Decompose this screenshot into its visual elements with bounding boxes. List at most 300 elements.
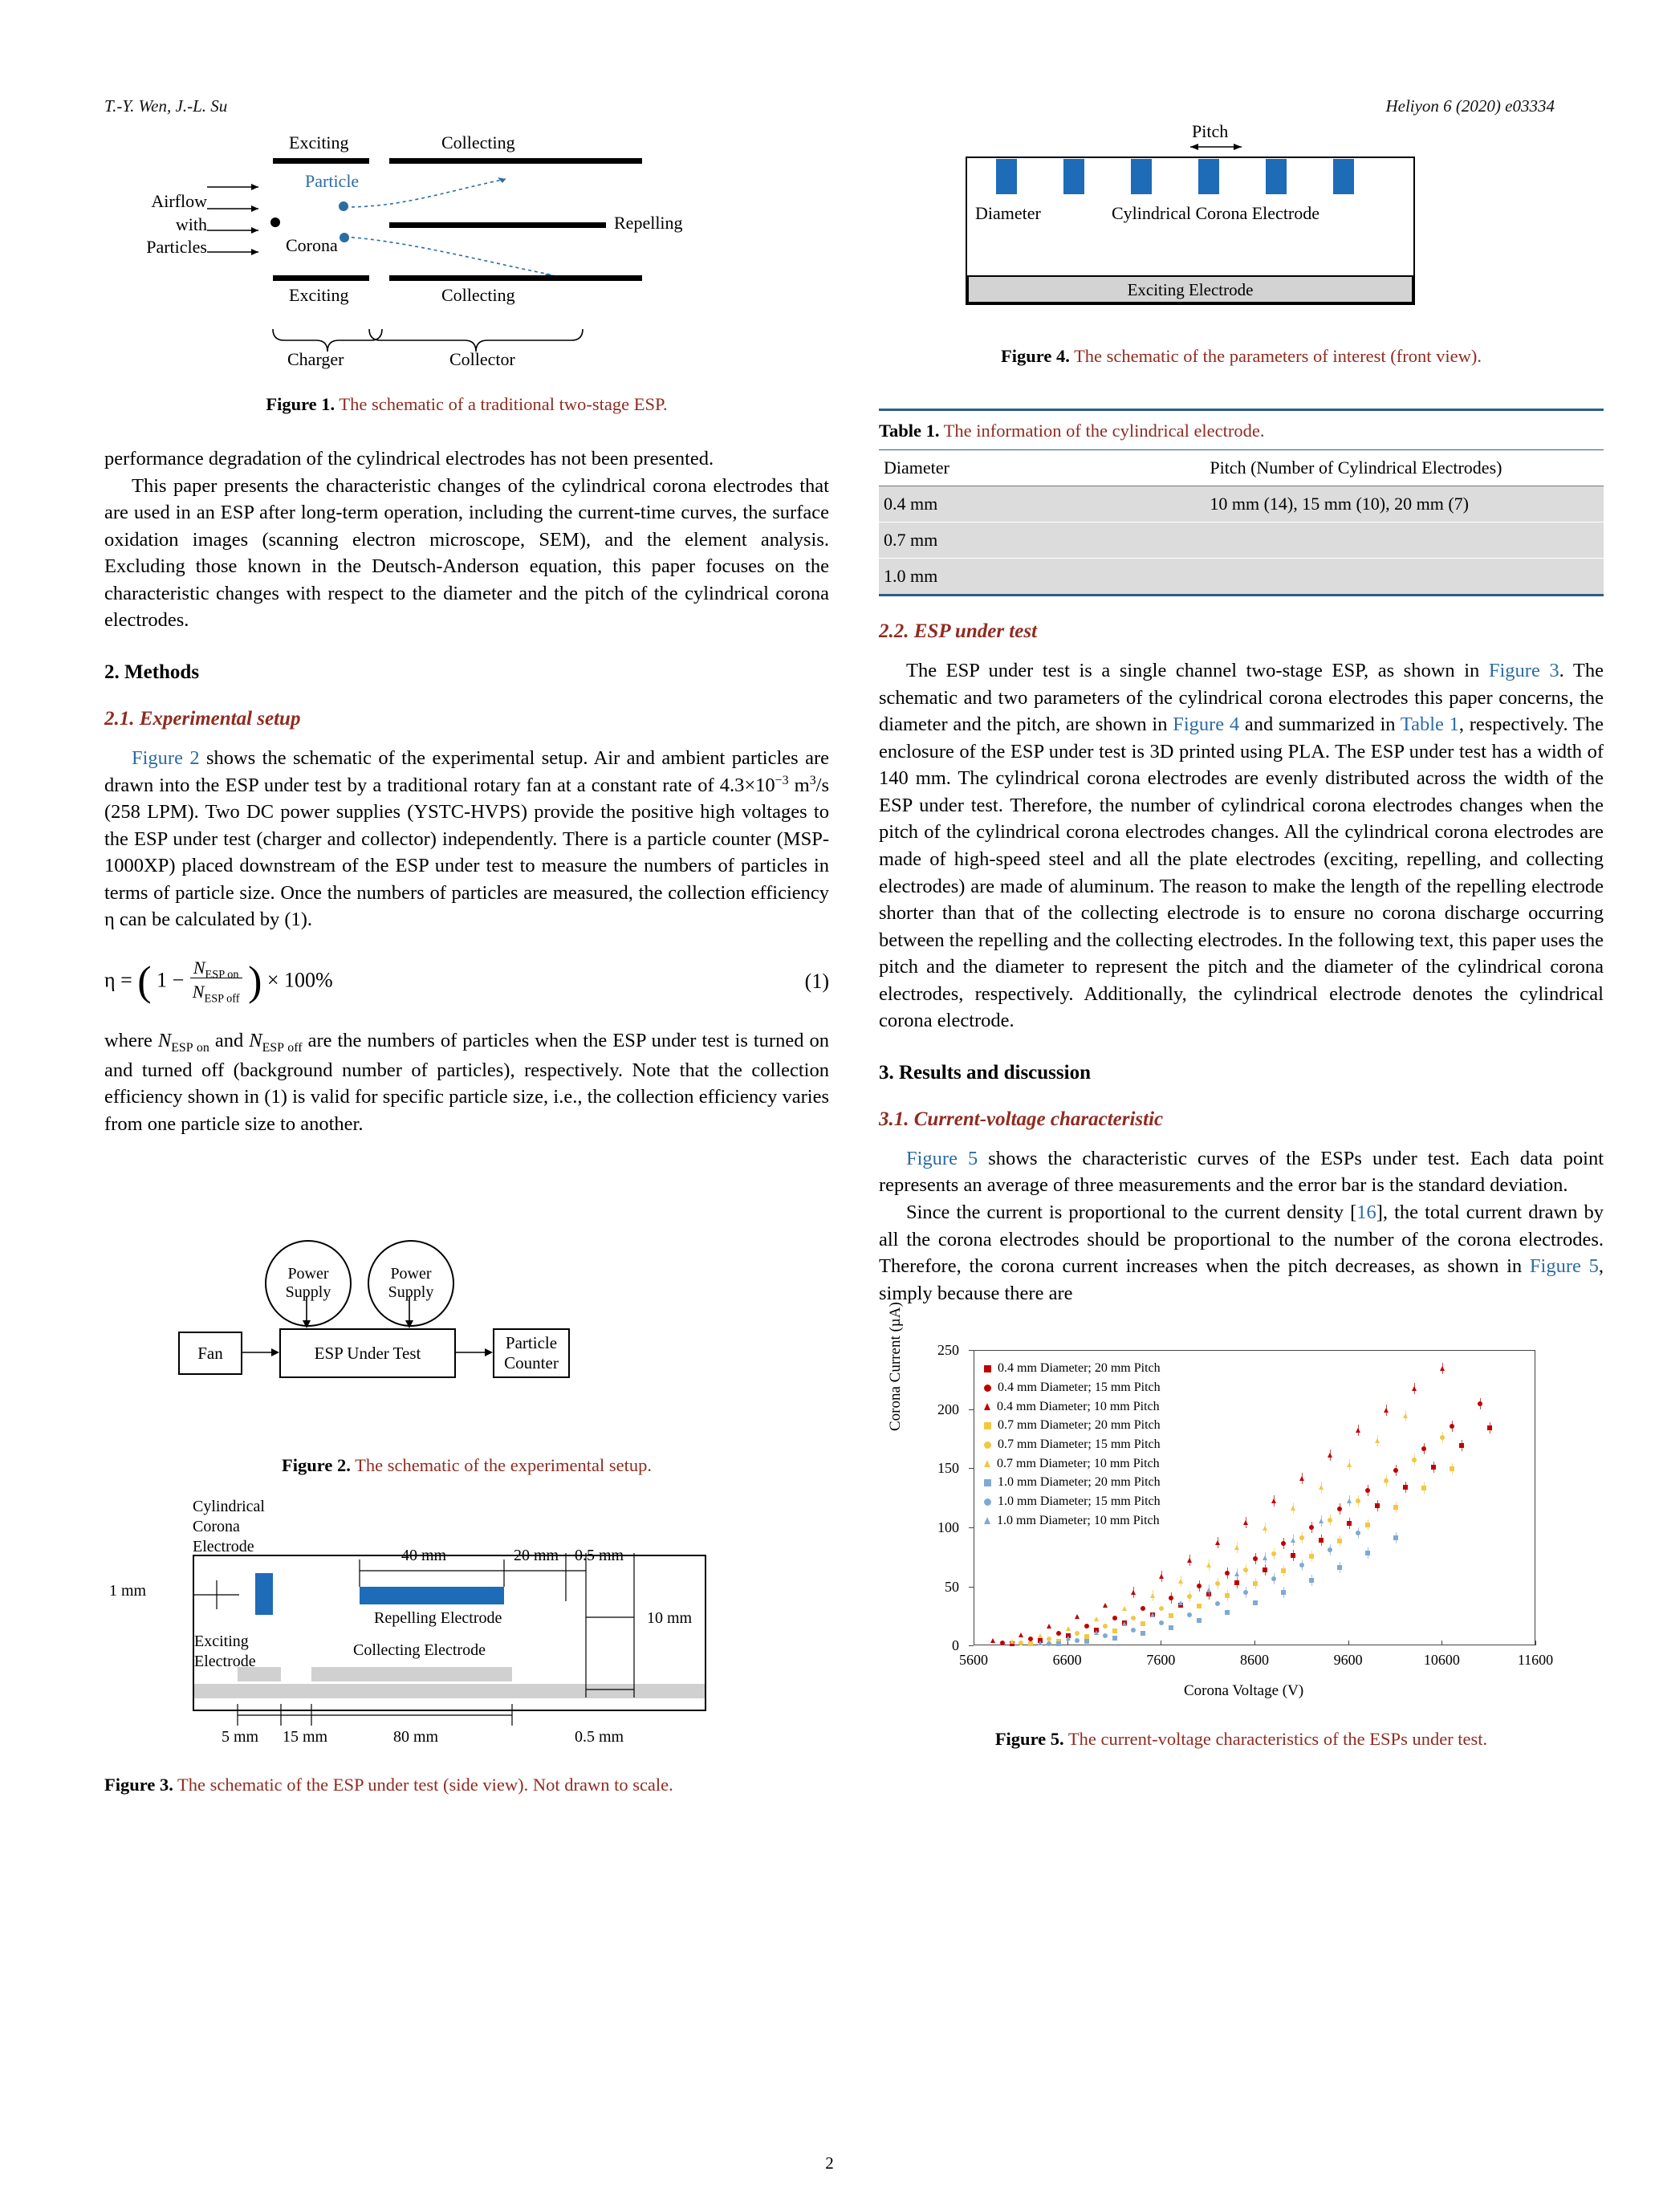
table-1-caption-label: Table 1. xyxy=(879,421,940,441)
chart-error-bar xyxy=(1255,1578,1256,1589)
figure3-label-corona-electrode: Cylindrical Corona Electrode xyxy=(193,1498,265,1556)
chart-point xyxy=(1112,1616,1117,1620)
chart-x-tick-mark xyxy=(1254,1641,1255,1645)
chart-legend-item xyxy=(984,1359,1161,1378)
chart-legend-item xyxy=(984,1454,1161,1474)
chart-point xyxy=(1019,1641,1023,1645)
figure1-label-collecting-bottom: Collecting xyxy=(441,285,515,305)
equation-fraction xyxy=(189,958,243,1006)
chart-point xyxy=(1215,1601,1220,1606)
chart-point xyxy=(1169,1613,1173,1618)
equation-den-n: N xyxy=(192,982,205,1002)
chart-point xyxy=(1066,1636,1071,1641)
chart-error-bar xyxy=(1377,1500,1378,1511)
right-p1-b: . The schematic and two parameters of the cylindrical corona electrodes this paper concerns, the diameter and the pitch, are shown in xyxy=(879,660,1604,736)
right-p1-a: The ESP under test is a single channel two-stage ESP, as shown in xyxy=(906,660,1489,681)
table-1-header-pitch: Pitch (Number of Cylindrical Electrodes) xyxy=(1205,450,1604,486)
chart-error-bar xyxy=(1321,1535,1322,1546)
figure4-exciting-electrode: Exciting Electrode xyxy=(967,275,1413,303)
figure1-bar-exciting-top xyxy=(273,158,369,164)
equation-one-minus: 1 − xyxy=(157,968,185,992)
figure4-label-pitch: Pitch xyxy=(1192,121,1229,141)
chart-error-bar xyxy=(1283,1565,1284,1576)
figure4-tooth-1 xyxy=(996,159,1017,194)
chart-error-bar xyxy=(1274,1573,1275,1584)
chart-point xyxy=(1197,1604,1202,1608)
equation-1 xyxy=(104,958,829,1006)
chart-error-bar xyxy=(1377,1435,1378,1446)
chart-point xyxy=(1131,1616,1136,1620)
chart-x-axis-label: Corona Voltage (V) xyxy=(1184,1682,1304,1700)
chart-y-tick: 50 xyxy=(945,1578,959,1595)
chart-error-bar xyxy=(1349,1495,1350,1507)
left-paragraph-3-sup1: −3 xyxy=(775,773,789,787)
figure4-tooth-2 xyxy=(1063,159,1084,194)
chart-error-bar xyxy=(1386,1475,1387,1486)
chart-error-bar xyxy=(1349,1518,1350,1529)
two-column-body xyxy=(104,121,1604,1795)
chart-error-bar xyxy=(1330,1544,1331,1555)
chart-legend-label: 0.7 mm Diameter; 15 mm Pitch xyxy=(998,1437,1161,1451)
right-paragraph-2 xyxy=(879,1145,1604,1199)
chart-y-axis-label: Corona Current (µA) xyxy=(887,1302,904,1432)
chart-error-bar xyxy=(1199,1580,1200,1592)
chart-legend-item xyxy=(984,1397,1161,1417)
chart-error-bar xyxy=(1209,1584,1210,1596)
chart-error-bar xyxy=(1171,1592,1172,1604)
left-p4-n2sub: ESP off xyxy=(262,1040,303,1055)
chart-error-bar xyxy=(1396,1532,1397,1543)
chart-error-bar xyxy=(1274,1495,1275,1507)
page-number: 2 xyxy=(825,2153,834,2173)
chart-error-bar xyxy=(1265,1552,1266,1563)
running-head xyxy=(104,96,1555,116)
figure2-power-supply-2: Power Supply xyxy=(368,1240,454,1327)
table-1-body xyxy=(879,486,1604,595)
figure4-tooth-4 xyxy=(1198,159,1219,194)
table-1-cell-pitch-3 xyxy=(1205,559,1604,595)
chart-error-bar xyxy=(1311,1551,1312,1562)
figure3-dim-5mm: 5 mm xyxy=(222,1728,259,1746)
right-p3-c: , simply because there are xyxy=(879,1255,1604,1304)
chart-legend-marker xyxy=(984,1517,990,1524)
chart-point xyxy=(1141,1606,1145,1611)
table-1 xyxy=(879,409,1604,596)
chart-y-tick: 200 xyxy=(937,1401,959,1417)
chart-point xyxy=(1112,1636,1117,1641)
chart-y-tick: 150 xyxy=(937,1460,959,1477)
figure-4 xyxy=(879,121,1604,333)
figure-1-caption-label: Figure 1. xyxy=(266,394,335,414)
ref-table-1[interactable]: Table 1 xyxy=(1400,714,1459,736)
chart-error-bar xyxy=(1414,1383,1415,1394)
chart-point xyxy=(1103,1603,1108,1608)
chart-y-tick-mark xyxy=(969,1527,974,1528)
figure4-tooth-6 xyxy=(1333,159,1354,194)
figure-2-caption-text: The schematic of the experimental setup. xyxy=(355,1455,652,1476)
chart-error-bar xyxy=(1293,1535,1294,1546)
chart-legend-marker xyxy=(984,1479,991,1486)
chart-point xyxy=(1103,1624,1108,1629)
chart-point xyxy=(1253,1600,1258,1605)
chart-error-bar xyxy=(1293,1550,1294,1561)
left-paragraph-3 xyxy=(104,745,829,933)
chart-error-bar xyxy=(1302,1559,1303,1571)
figure1-label-collecting-top: Collecting xyxy=(441,132,515,152)
chart-legend-label: 1.0 mm Diameter; 10 mm Pitch xyxy=(997,1513,1160,1527)
figure-5-chart xyxy=(879,1302,1604,1716)
chart-error-bar xyxy=(1480,1398,1481,1409)
heading-results: 3. Results and discussion xyxy=(879,1061,1091,1084)
table-row xyxy=(879,523,1604,559)
chart-error-bar xyxy=(1396,1502,1397,1513)
chart-error-bar xyxy=(1255,1553,1256,1564)
right-paragraph-1 xyxy=(879,657,1604,1035)
right-p1-d: , respectively. The enclosure of the ESP under test is 3D printed using PLA. The ESP under test has a width of 140 mm. The cylindrical corona electrodes are evenly distributed across the width of the ESP under test. Therefore, the number of cylindrical corona electrodes changes when the pitch of the cylindrical corona electrodes changes. All the cylindrical corona electrodes are made of high-speed steel and all the plate electrodes (exciting, repelling, and collecting electrodes) are made of aluminum. The reason to make the length of the repelling electrode shorter than that of the collecting electrode is to ensure no corona discharge occurring between the repelling and the collecting electrodes. In the following text, this paper uses the pitch and the diameter to represent the pitch and the diameter of the cylindrical corona electrodes, respectively. Additionally, the cylindrical electrode denotes the cylindrical corona electrode. xyxy=(879,714,1604,1032)
equation-numerator xyxy=(190,958,242,982)
figure-2-caption xyxy=(104,1455,829,1476)
chart-error-bar xyxy=(1358,1495,1359,1507)
chart-x-tick: 11600 xyxy=(1517,1652,1554,1669)
chart-y-tick: 0 xyxy=(952,1637,959,1654)
chart-legend-label: 1.0 mm Diameter; 15 mm Pitch xyxy=(998,1494,1161,1508)
figure3-dim-05mm-bottom: 0.5 mm xyxy=(575,1728,624,1746)
left-p4-b: and xyxy=(209,1029,250,1051)
chart-error-bar xyxy=(1237,1568,1238,1580)
chart-error-bar xyxy=(1283,1538,1284,1549)
figure-5-caption-text: The current-voltage characteristics of the ESPs under test. xyxy=(1067,1729,1488,1750)
chart-point xyxy=(1056,1631,1061,1636)
chart-point xyxy=(1131,1628,1136,1633)
figure3-dim-80mm: 80 mm xyxy=(393,1728,439,1746)
chart-x-tick-mark xyxy=(1535,1641,1536,1645)
chart-x-tick: 10600 xyxy=(1423,1652,1460,1669)
chart-point xyxy=(1000,1641,1005,1645)
figure1-label-repelling: Repelling xyxy=(614,213,683,233)
chart-error-bar xyxy=(1386,1405,1387,1416)
chart-x-tick: 7600 xyxy=(1146,1652,1176,1669)
chart-x-tick: 9600 xyxy=(1333,1652,1363,1669)
chart-error-bar xyxy=(1405,1410,1406,1421)
chart-error-bar xyxy=(1274,1548,1275,1559)
chart-point xyxy=(1122,1621,1127,1626)
chart-error-bar xyxy=(1433,1462,1434,1473)
table-1-caption-text: The information of the cylindrical electrode. xyxy=(943,421,1265,441)
left-paragraph-3-b: m xyxy=(788,774,810,796)
figure1-bar-exciting-bottom xyxy=(273,275,369,281)
chart-point xyxy=(1141,1631,1145,1636)
chart-point xyxy=(1019,1633,1023,1637)
chart-point xyxy=(1094,1630,1099,1635)
chart-point xyxy=(1028,1641,1033,1646)
chart-error-bar xyxy=(1133,1587,1134,1598)
running-head-right: Heliyon 6 (2020) e03334 xyxy=(1385,96,1555,116)
figure4-tooth-5 xyxy=(1266,159,1287,194)
chart-error-bar xyxy=(1311,1575,1312,1586)
heading-current-voltage: 3.1. Current-voltage characteristic xyxy=(879,1108,1164,1130)
chart-point xyxy=(1075,1638,1080,1643)
figure2-power-supply-1: Power Supply xyxy=(265,1240,352,1327)
chart-legend-item xyxy=(984,1511,1161,1531)
chart-point xyxy=(1122,1606,1127,1611)
figure4-label-diameter: Diameter xyxy=(975,203,1041,223)
ref-figure-4[interactable]: Figure 4 xyxy=(1173,714,1240,736)
chart-error-bar xyxy=(1227,1568,1228,1579)
chart-error-bar xyxy=(1321,1482,1322,1493)
chart-point xyxy=(1150,1612,1155,1617)
chart-point xyxy=(1159,1606,1164,1611)
chart-error-bar xyxy=(1358,1527,1359,1539)
figure-1-caption-text: The schematic of a traditional two-stage ESP. xyxy=(339,394,668,414)
chart-error-bar xyxy=(1424,1443,1425,1454)
chart-legend-marker xyxy=(984,1441,991,1449)
chart-error-bar xyxy=(1452,1421,1453,1432)
figure4-tooth-3 xyxy=(1131,159,1152,194)
chart-error-bar xyxy=(1265,1523,1266,1534)
heading-experimental-setup: 2.1. Experimental setup xyxy=(104,707,301,730)
figure-3-caption-label: Figure 3. xyxy=(104,1775,173,1795)
heading-methods: 2. Methods xyxy=(104,661,200,683)
equation-den-sub: ESP off xyxy=(204,992,240,1006)
ref-citation-16[interactable]: 16 xyxy=(1356,1202,1376,1223)
table-1-head xyxy=(879,450,1604,486)
chart-y-tick-mark xyxy=(969,1587,974,1588)
chart-error-bar xyxy=(1321,1515,1322,1527)
chart-point xyxy=(1159,1620,1164,1625)
figure2-particle-counter: Particle Counter xyxy=(493,1328,570,1378)
chart-error-bar xyxy=(1405,1482,1406,1493)
chart-legend-marker xyxy=(984,1385,991,1392)
chart-legend-marker xyxy=(984,1403,990,1410)
chart-error-bar xyxy=(1414,1454,1415,1466)
ref-figure-3[interactable]: Figure 3 xyxy=(1488,660,1559,681)
right-p2-text: shows the characteristic curves of the ESPs under test. Each data point represents an average of three measurements and the error bar is the standard deviation. xyxy=(879,1147,1604,1197)
figure-5-caption xyxy=(879,1729,1604,1750)
figure-5-caption-label: Figure 5. xyxy=(994,1729,1064,1750)
chart-point xyxy=(1225,1610,1230,1615)
right-p3-a: Since the current is proportional to the current density [ xyxy=(906,1202,1357,1223)
chart-point xyxy=(1084,1624,1089,1629)
table-1-header-diameter: Diameter xyxy=(879,450,1205,486)
chart-error-bar xyxy=(1265,1564,1266,1576)
chart-legend-label: 0.4 mm Diameter; 20 mm Pitch xyxy=(998,1361,1161,1376)
chart-y-tick-mark xyxy=(969,1350,974,1351)
figure-1-caption xyxy=(104,394,829,415)
running-head-left: T.-Y. Wen, J.-L. Su xyxy=(104,96,228,116)
chart-legend-item xyxy=(984,1378,1161,1397)
chart-legend-label: 0.4 mm Diameter; 10 mm Pitch xyxy=(997,1399,1160,1413)
figure3-dim-20mm: 20 mm xyxy=(514,1547,559,1565)
chart-error-bar xyxy=(1330,1450,1331,1461)
chart-error-bar xyxy=(1227,1590,1228,1601)
figure3-label-collecting: Collecting Electrode xyxy=(353,1641,486,1660)
chart-legend-label: 0.7 mm Diameter; 10 mm Pitch xyxy=(997,1456,1160,1470)
right-p1-c: and summarized in xyxy=(1239,714,1401,736)
chart-legend-label: 0.7 mm Diameter; 20 mm Pitch xyxy=(998,1418,1161,1433)
table-1-cell-diameter-3: 1.0 mm xyxy=(884,566,938,586)
chart-error-bar xyxy=(1311,1522,1312,1533)
left-p4-n2: N xyxy=(249,1029,262,1051)
equation-equals: = xyxy=(120,968,132,992)
figure-3 xyxy=(104,1497,829,1762)
figure1-label-charger: Charger xyxy=(287,349,344,369)
left-paragraph-3-sup2: 3 xyxy=(809,773,816,787)
figure1-label-airflow: Airflow with Particles xyxy=(146,191,207,258)
figure1-label-exciting-bottom: Exciting xyxy=(289,285,349,305)
left-p4-n1sub: ESP on xyxy=(171,1040,209,1055)
equation-paren-close: ) xyxy=(248,958,262,1005)
figure2-esp-under-test: ESP Under Test xyxy=(279,1328,456,1378)
chart-error-bar xyxy=(1209,1559,1210,1571)
right-paragraph-3 xyxy=(879,1199,1604,1307)
chart-error-bar xyxy=(1189,1591,1190,1602)
chart-legend-label: 0.4 mm Diameter; 15 mm Pitch xyxy=(998,1380,1161,1394)
table-1-header-row xyxy=(879,450,1604,486)
chart-x-tick: 8600 xyxy=(1240,1652,1269,1669)
chart-error-bar xyxy=(1237,1542,1238,1553)
left-paragraph-3-a: shows the schematic of the experimental setup. Air and ambient particles are drawn into the ESP under test by a traditional rotary fan at a constant rate of 4.3×10 xyxy=(104,746,829,796)
left-p4-n1: N xyxy=(157,1029,172,1051)
chart-point xyxy=(1038,1633,1043,1638)
equation-num-sub: ESP on xyxy=(205,968,239,982)
left-p4-a: where xyxy=(104,1029,158,1051)
chart-legend-item xyxy=(984,1416,1161,1435)
table-1-cell-pitch-1: 10 mm (14), 15 mm (10), 20 mm (7) xyxy=(1205,486,1604,523)
figure3-dim-1mm: 1 mm xyxy=(109,1582,147,1600)
chart-point xyxy=(1112,1629,1117,1633)
figure1-label-collector: Collector xyxy=(449,349,515,369)
chart-legend-item xyxy=(984,1492,1161,1511)
chart-y-tick-mark xyxy=(969,1645,974,1646)
chart-point xyxy=(1066,1626,1071,1631)
chart-point xyxy=(1056,1641,1061,1646)
chart-error-bar xyxy=(1349,1459,1350,1470)
figure-2-caption-label: Figure 2. xyxy=(282,1455,351,1476)
ref-figure-2[interactable]: Figure 2 xyxy=(132,746,200,769)
figure1-label-corona: Corona xyxy=(286,235,338,255)
chart-error-bar xyxy=(1424,1482,1425,1494)
figure-4-caption xyxy=(879,346,1604,367)
figure3-label-exciting: Exciting Electrode xyxy=(194,1633,256,1671)
left-column xyxy=(104,132,829,1795)
heading-esp-under-test: 2.2. ESP under test xyxy=(879,620,1038,642)
chart-y-tick: 100 xyxy=(937,1519,959,1536)
chart-legend-marker xyxy=(984,1365,991,1372)
equation-1-number: (1) xyxy=(804,970,829,994)
figure1-label-particle: Particle xyxy=(305,171,360,191)
chart-y-tick-mark xyxy=(969,1409,974,1410)
figure3-label-repelling: Repelling Electrode xyxy=(374,1609,502,1628)
ref-figure-5-a[interactable]: Figure 5 xyxy=(906,1147,978,1169)
chart-point xyxy=(1094,1616,1099,1621)
figure4-label-electrode: Cylindrical Corona Electrode xyxy=(1112,203,1320,223)
chart-point xyxy=(1075,1614,1080,1619)
chart-error-bar xyxy=(1396,1465,1397,1476)
figure1-label-exciting-top: Exciting xyxy=(289,132,349,152)
chart-error-bar xyxy=(1293,1502,1294,1514)
figure-1 xyxy=(104,132,829,381)
chart-error-bar xyxy=(1189,1555,1190,1566)
chart-error-bar xyxy=(1330,1515,1331,1526)
equation-1-body xyxy=(104,958,805,1006)
chart-point xyxy=(1197,1618,1202,1623)
chart-error-bar xyxy=(1283,1587,1284,1598)
chart-legend-item xyxy=(984,1473,1161,1492)
equation-denominator xyxy=(189,982,243,1006)
table-1-cell-pitch-2 xyxy=(1205,523,1604,559)
chart-point xyxy=(1169,1625,1173,1630)
chart-legend-item xyxy=(984,1435,1161,1454)
figure-4-caption-text: The schematic of the parameters of interest (front view). xyxy=(1074,346,1482,366)
chart-point xyxy=(990,1638,995,1643)
equation-times: × 100% xyxy=(266,968,333,992)
figure-3-caption-text: The schematic of the ESP under test (side view). Not drawn to scale. xyxy=(177,1775,673,1795)
chart-x-tick-mark xyxy=(1441,1641,1442,1645)
figure3-dim-10mm: 10 mm xyxy=(647,1609,693,1628)
chart-point xyxy=(1047,1641,1051,1646)
chart-point xyxy=(1178,1600,1183,1605)
chart-legend xyxy=(984,1359,1161,1530)
figure3-dim-40mm: 40 mm xyxy=(401,1547,447,1565)
chart-point xyxy=(1187,1612,1192,1617)
chart-point xyxy=(1103,1633,1108,1638)
equation-eta: η xyxy=(104,968,116,992)
table-1-cell-diameter-2: 0.7 mm xyxy=(879,523,1205,559)
left-paragraph-4 xyxy=(104,1027,829,1137)
chart-legend-marker xyxy=(984,1498,991,1506)
chart-legend-marker xyxy=(984,1460,990,1467)
chart-plot-area xyxy=(974,1350,1535,1645)
figure3-dim-15mm: 15 mm xyxy=(283,1728,328,1746)
equation-num-n: N xyxy=(193,958,205,978)
figure-2 xyxy=(104,1226,829,1442)
figure-3-caption xyxy=(104,1775,829,1795)
figure2-fan: Fan xyxy=(178,1332,242,1375)
chart-x-tick-mark xyxy=(1067,1641,1068,1645)
right-p3-b: ], the total current drawn by all the corona electrodes should be proportional to the number of the corona electrodes. Therefore, the corona current increases when the pitch decreases, as shown in xyxy=(879,1202,1604,1278)
chart-x-tick: 6600 xyxy=(1052,1652,1082,1669)
chart-error-bar xyxy=(1161,1571,1162,1582)
left-paragraph-3-c: /s (258 LPM). Two DC power supplies (YSTC-HVPS) provide the positive high voltages to the ESP under test (charger and collector) independently. There is a particle counter (MSP-1000XP) placed downstream of the ESP under test to measure the numbers of particles in terms of particle size. Once the numbers of particles are measured, the collection efficiency η can be calculated by (1). xyxy=(104,774,830,931)
chart-y-tick: 250 xyxy=(937,1342,959,1359)
figure1-lines xyxy=(104,132,829,381)
equation-paren-open: ( xyxy=(137,958,152,1005)
chart-error-bar xyxy=(1442,1363,1443,1374)
figure1-bar-collecting-top xyxy=(389,158,642,164)
chart-point xyxy=(1084,1639,1089,1644)
ref-figure-5-b[interactable]: Figure 5 xyxy=(1529,1255,1599,1278)
right-column xyxy=(879,121,1604,1795)
left-paragraph-1: performance degradation of the cylindrical electrodes has not been presented. xyxy=(104,448,714,470)
chart-error-bar xyxy=(1302,1473,1303,1484)
chart-legend-marker xyxy=(984,1422,991,1429)
table-row xyxy=(879,559,1604,595)
left-paragraph-2: This paper presents the characteristic changes of the cylindrical corona electrodes that are used in an ESP after long-term operation, including the current-time curves, the surface oxidation images (scanning electron microscope, SEM), and the element analysis. Excluding those known in the Deutsch-Anderson equation, this paper focuses on the characteristic changes with respect to the diameter and the pitch of the cylindrical corona electrodes. xyxy=(104,474,829,632)
chart-point xyxy=(1047,1624,1051,1629)
table-1-grid xyxy=(879,449,1604,594)
figure1-bar-repelling xyxy=(389,222,606,228)
chart-error-bar xyxy=(1452,1463,1453,1474)
left-p4-c: are the numbers of particles when the ESP under test is turned on and turned off (background number of particles), respectively. Note that the collection efficiency shown in (1) is valid for specific particle size, i.e., the collection efficiency varies from one particle size to another. xyxy=(104,1029,829,1135)
chart-point xyxy=(1010,1639,1015,1644)
table-1-caption xyxy=(879,421,1604,441)
chart-y-tick-mark xyxy=(969,1468,974,1469)
table-1-cell-diameter-1: 0.4 mm xyxy=(879,486,1205,523)
figure3-dim-05mm-top: 0.5 mm xyxy=(575,1547,624,1565)
chart-point xyxy=(1038,1641,1043,1645)
table-row xyxy=(879,486,1604,523)
chart-error-bar xyxy=(1302,1532,1303,1543)
